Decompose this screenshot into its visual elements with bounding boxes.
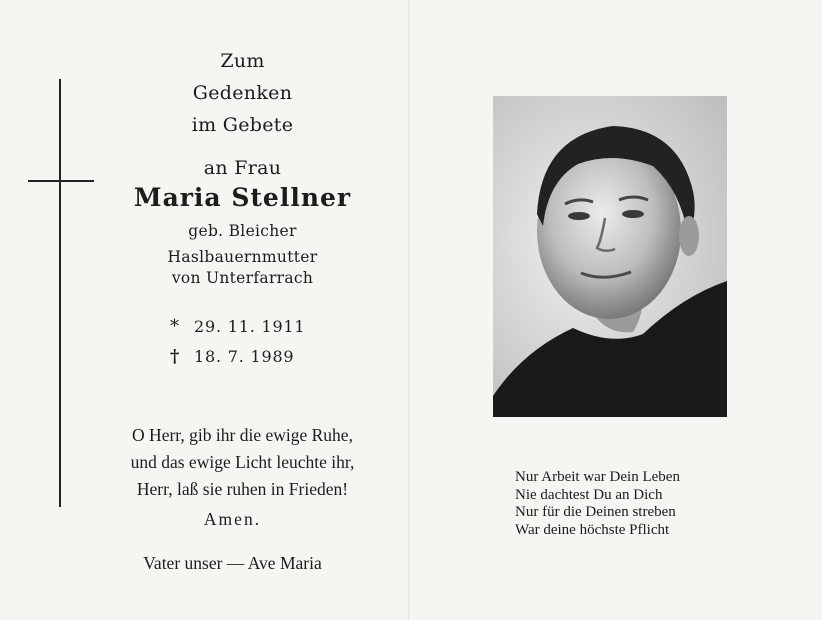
death-dagger-icon: † [170, 346, 181, 367]
card-fold [408, 0, 410, 620]
role-title: Haslbauernmutter [167, 248, 318, 266]
heading-line-gebete: im Gebete [191, 114, 294, 136]
portrait-photo-icon [493, 96, 727, 417]
birth-date-row [170, 316, 340, 337]
deceased-name: Maria Stellner [133, 183, 352, 212]
cross-horizontal-bar [28, 180, 94, 182]
poem-block [515, 469, 680, 539]
heading-line-an-frau: an Frau [203, 157, 282, 179]
prayer-closing: Vater unser — Ave Maria [143, 553, 322, 573]
prayer-line-2: und das ewige Licht leuchte ihr, [130, 452, 355, 472]
birth-date: 29. 11. 1911 [194, 317, 306, 336]
prayer-amen: Amen. [203, 509, 262, 529]
poem-line-4: War deine höchste Pflicht [515, 521, 670, 538]
poem-line-2: Nie dachtest Du an Dich [515, 486, 663, 503]
death-date: 18. 7. 1989 [194, 347, 295, 366]
prayer-line-1: O Herr, gib ihr die ewige Ruhe, [132, 425, 353, 445]
heading-line-zum: Zum [220, 50, 265, 72]
poem-line-1: Nur Arbeit war Dein Leben [515, 469, 680, 485]
birth-star-icon: * [170, 316, 180, 337]
origin-place: von Unterfarrach [171, 269, 314, 287]
cross-vertical-bar [59, 79, 61, 507]
heading-line-gedenken: Gedenken [192, 82, 293, 104]
portrait-photo [493, 96, 727, 417]
maiden-name: geb. Bleicher [188, 222, 297, 240]
poem-line-3: Nur für die Deinen streben [515, 504, 676, 520]
prayer-line-3: Herr, laß sie ruhen in Frieden! [136, 479, 349, 499]
death-date-row [170, 346, 340, 367]
